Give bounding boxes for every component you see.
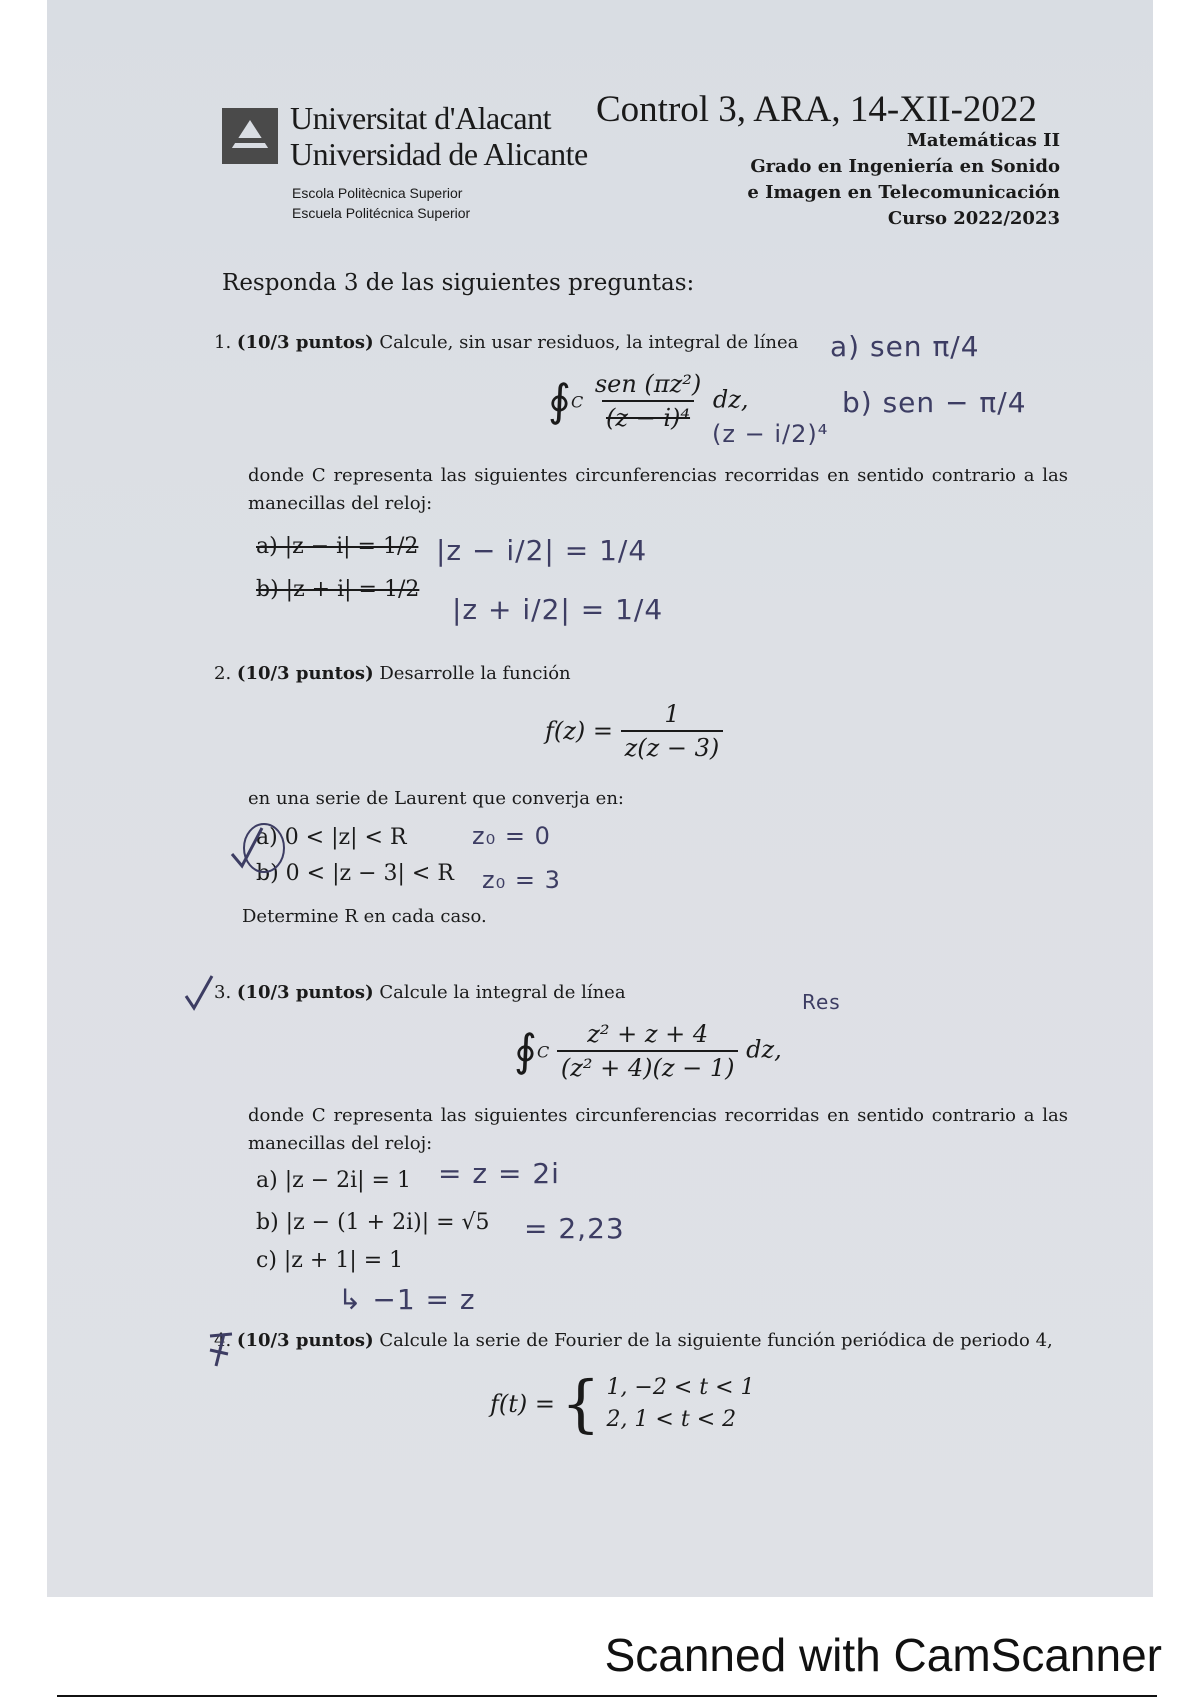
academic-year: Curso 2022/2023: [887, 208, 1060, 229]
handwritten-q1-b: b) sen − π/4: [842, 386, 1027, 419]
question-number: 4.: [214, 1330, 232, 1351]
question-1-item-b: b) |z + i| = 1/2: [256, 577, 420, 602]
camscanner-watermark: Scanned with CamScanner: [604, 1629, 1162, 1681]
degree-line-2: e Imagen en Telecomunicación: [747, 182, 1060, 203]
contour-integral-symbol: ∮: [548, 375, 571, 427]
instructions: Responda 3 de las siguientes preguntas:: [222, 270, 695, 296]
handwritten-q2-a: z₀ = 0: [472, 822, 551, 850]
question-points: (10/3 puntos): [236, 982, 374, 1003]
question-3-item-a: a) |z − 2i| = 1: [256, 1168, 411, 1193]
handwritten-q2-b: z₀ = 3: [482, 866, 561, 894]
exam-title: Control 3, ARA, 14-XII-2022: [596, 89, 1037, 130]
integrand-numerator: z² + z + 4: [587, 1020, 709, 1048]
integrand-numerator: sen (πz²): [594, 370, 702, 398]
handwritten-q1-a: a) sen π/4: [830, 330, 980, 363]
question-2-body: en una serie de Laurent que converja en:: [248, 788, 624, 809]
function-lhs: f(z) =: [545, 717, 613, 745]
question-4-function: [490, 1367, 755, 1440]
question-2-item-b: b) 0 < |z − 3| < R: [256, 861, 454, 886]
strike-mark-icon: [206, 1330, 238, 1370]
question-text: Calcule la serie de Fourier de la siguiente función periódica de periodo 4,: [379, 1330, 1053, 1351]
question-2-note: Determine R en cada caso.: [242, 906, 487, 927]
question-3-integral: ∮C $\frac{\text{z² + z + 4}}{\text{(z² + 4)(z − 1)}}$ dz,: [514, 1020, 782, 1082]
differential: dz,: [746, 1035, 782, 1064]
question-4-heading: [214, 1330, 1053, 1351]
footer-rule: [57, 1695, 1157, 1697]
question-1-integral: ∮C $\frac{\text{sen (πz²)}}{\text{(z − i)⁴}}$ dz,: [548, 370, 749, 432]
question-points: (10/3 puntos): [236, 332, 374, 353]
question-points: (10/3 puntos): [236, 1330, 374, 1351]
handwritten-q1-item-b: |z + i/2| = 1/4: [452, 593, 664, 626]
university-name-es: Universidad de Alicante: [290, 136, 588, 172]
question-text: Desarrolle la función: [379, 663, 571, 684]
question-number: 3.: [214, 982, 232, 1003]
question-3-heading: [214, 982, 626, 1003]
university-logo: [222, 108, 278, 164]
handwritten-q1-denominator: (z − i/2)⁴: [712, 420, 829, 448]
handwritten-q3-c: ↳ −1 = z: [338, 1283, 476, 1316]
question-2-function: [545, 700, 723, 762]
check-mark-icon: [184, 972, 216, 1012]
differential: dz,: [712, 385, 749, 414]
case-1: 1, −2 < t < 1: [606, 1375, 755, 1400]
question-1-item-a: a) |z − i| = 1/2: [256, 534, 419, 559]
check-mark-icon: [228, 818, 288, 878]
question-text: Calcule, sin usar residuos, la integral de línea: [379, 332, 799, 353]
question-2-heading: [214, 663, 571, 684]
question-number: 2.: [214, 663, 232, 684]
handwritten-q1-item-a: |z − i/2| = 1/4: [436, 534, 648, 567]
function-denominator: z(z − 3): [621, 730, 724, 762]
case-2: 2, 1 < t < 2: [606, 1407, 737, 1432]
handwritten-q3-res: Res: [802, 990, 841, 1014]
handwritten-q3-a: = z = 2i: [438, 1157, 560, 1190]
question-3-item-c: c) |z + 1| = 1: [256, 1248, 404, 1273]
function-fraction: [621, 700, 724, 762]
question-1-body: donde C representa las siguientes circunferencias recorridas en sentido contrario a las manecillas del reloj:: [248, 465, 1068, 514]
course-name: Matemáticas II: [906, 130, 1060, 151]
handwritten-q3-b: = 2,23: [524, 1212, 625, 1245]
function-lhs: f(t) =: [490, 1390, 555, 1418]
degree-line-1: Grado en Ingeniería en Sonido: [750, 156, 1060, 177]
school-name-es: Escuela Politécnica Superior: [292, 205, 471, 221]
question-1-heading: [214, 332, 798, 353]
question-3-body: donde C representa las siguientes circunferencias recorridas en sentido contrario a las manecillas del reloj:: [248, 1105, 1068, 1154]
integrand-denominator: (z − i)⁴: [602, 400, 694, 432]
brace: {: [561, 1367, 601, 1440]
school-name-ca: Escola Politècnica Superior: [292, 185, 463, 201]
university-name-ca: Universitat d'Alacant: [290, 100, 551, 136]
integrand-fraction: [557, 1020, 739, 1082]
contour-integral-symbol: ∮: [514, 1025, 537, 1077]
question-points: (10/3 puntos): [236, 663, 374, 684]
question-text: Calcule la integral de línea: [379, 982, 626, 1003]
question-number: 1.: [214, 332, 232, 353]
integrand-fraction: [591, 370, 705, 432]
question-3-item-b: b) |z − (1 + 2i)| = √5: [256, 1210, 490, 1235]
integrand-denominator: (z² + 4)(z − 1): [557, 1050, 739, 1082]
question-2-item-a: a) 0 < |z| < R: [256, 825, 407, 850]
function-numerator: 1: [664, 700, 680, 728]
